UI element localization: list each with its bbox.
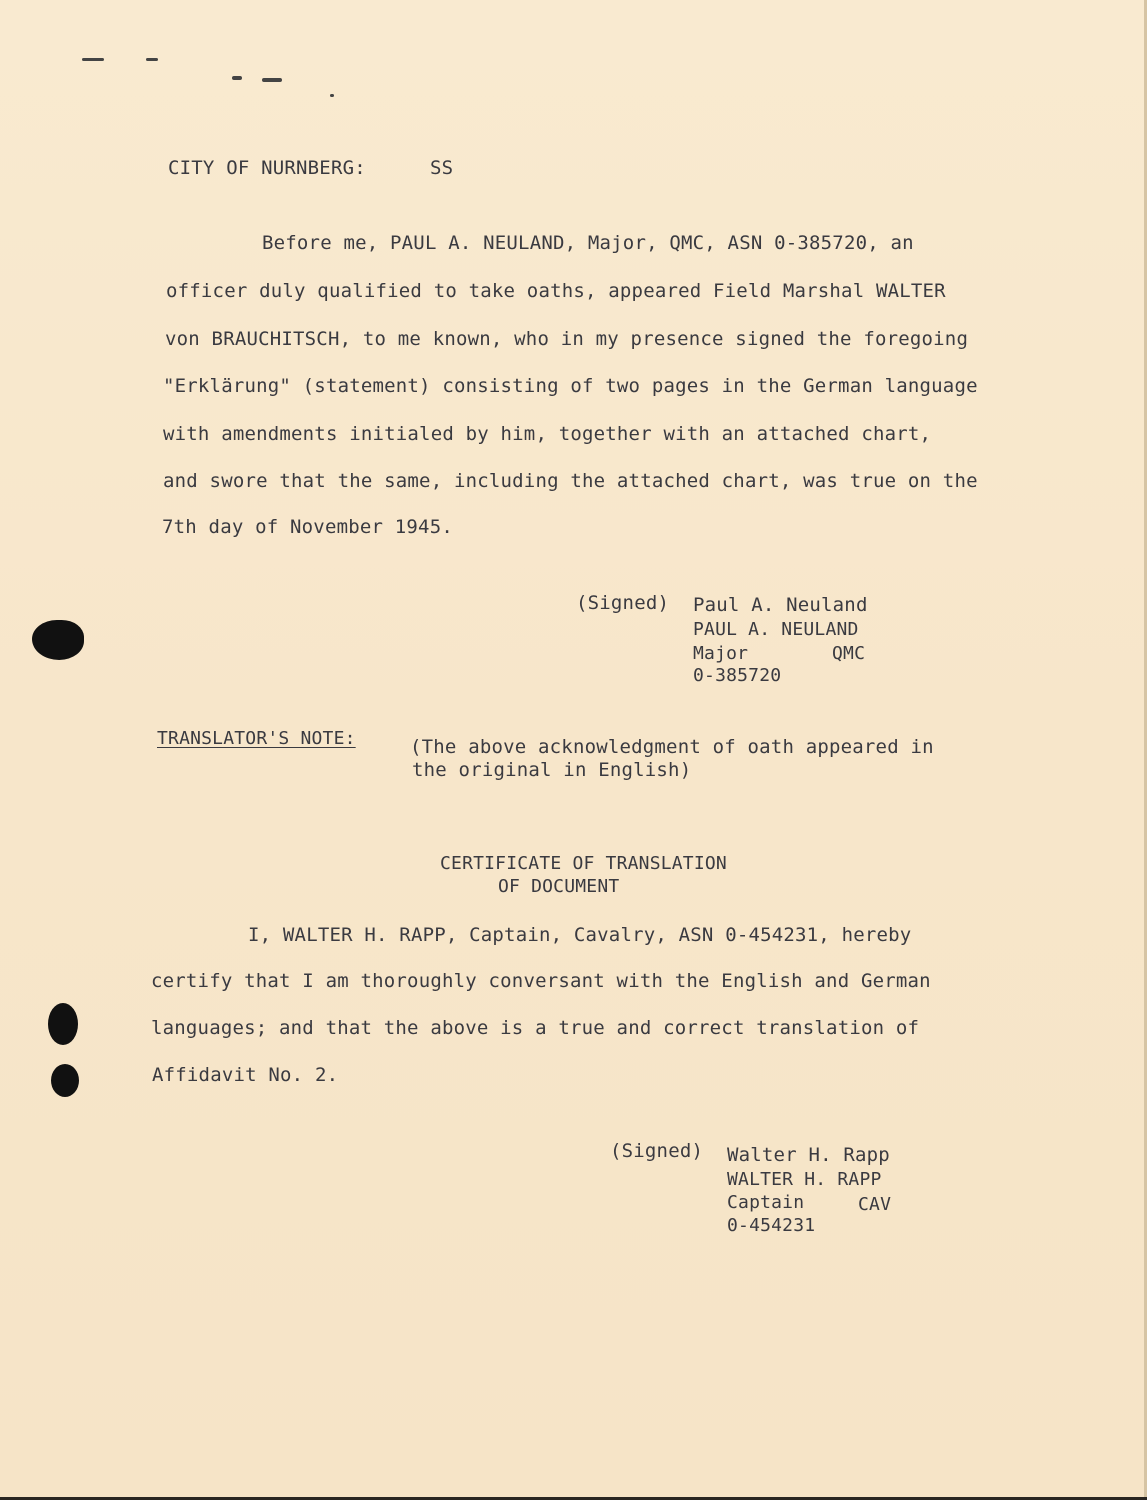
signed-label: (Signed)	[610, 1140, 704, 1162]
signer-name: PAUL A. NEULAND	[693, 619, 859, 640]
ink-speck	[330, 94, 334, 97]
venue-heading: CITY OF NURNBERG:	[168, 157, 366, 179]
translators-note-label: TRANSLATOR'S NOTE:	[157, 728, 356, 749]
ack-line: Before me, PAUL A. NEULAND, Major, QMC, ASN 0-385720, an	[262, 232, 914, 254]
certificate-line: Affidavit No. 2.	[152, 1064, 339, 1086]
punch-hole	[51, 1064, 79, 1097]
certificate-title: CERTIFICATE OF TRANSLATION	[440, 853, 727, 874]
ack-line: 7th day of November 1945.	[162, 516, 453, 538]
ink-speck	[146, 58, 158, 61]
signer-rank: Major	[693, 643, 749, 664]
ink-speck	[82, 58, 104, 61]
certificate-title: OF DOCUMENT	[498, 876, 620, 897]
signature-text: Paul A. Neuland	[693, 594, 868, 616]
ack-line: "Erklärung" (statement) consisting of two pages in the German language	[163, 375, 978, 397]
signer-rank: Captain	[727, 1192, 805, 1213]
punch-hole	[48, 1003, 78, 1045]
signer-serial: 0-454231	[727, 1215, 816, 1236]
signer-name: WALTER H. RAPP	[727, 1169, 882, 1190]
ack-line: and swore that the same, including the attached chart, was true on the	[163, 470, 978, 492]
signer-branch: CAV	[858, 1194, 892, 1215]
ink-speck	[232, 76, 242, 80]
translators-note-text: (The above acknowledgment of oath appeared in	[410, 736, 934, 758]
translators-note-text: the original in English)	[412, 759, 692, 781]
certificate-line: languages; and that the above is a true and correct translation of	[151, 1017, 920, 1039]
certificate-line: certify that I am thoroughly conversant with the English and German	[151, 970, 931, 992]
ack-line: von BRAUCHITSCH, to me known, who in my presence signed the foregoing	[165, 328, 969, 350]
signer-serial: 0-385720	[693, 665, 782, 686]
certificate-line: I, WALTER H. RAPP, Captain, Cavalry, ASN 0-454231, hereby	[248, 924, 912, 946]
signer-branch: QMC	[832, 643, 866, 664]
signed-label: (Signed)	[576, 592, 670, 614]
punch-hole	[32, 620, 84, 660]
ink-speck	[262, 78, 282, 82]
ack-line: with amendments initialed by him, together with an attached chart,	[163, 423, 932, 445]
ack-line: officer duly qualified to take oaths, appeared Field Marshal WALTER	[166, 280, 946, 302]
signature-text: Walter H. Rapp	[727, 1144, 890, 1166]
ss-heading: SS	[430, 157, 454, 179]
